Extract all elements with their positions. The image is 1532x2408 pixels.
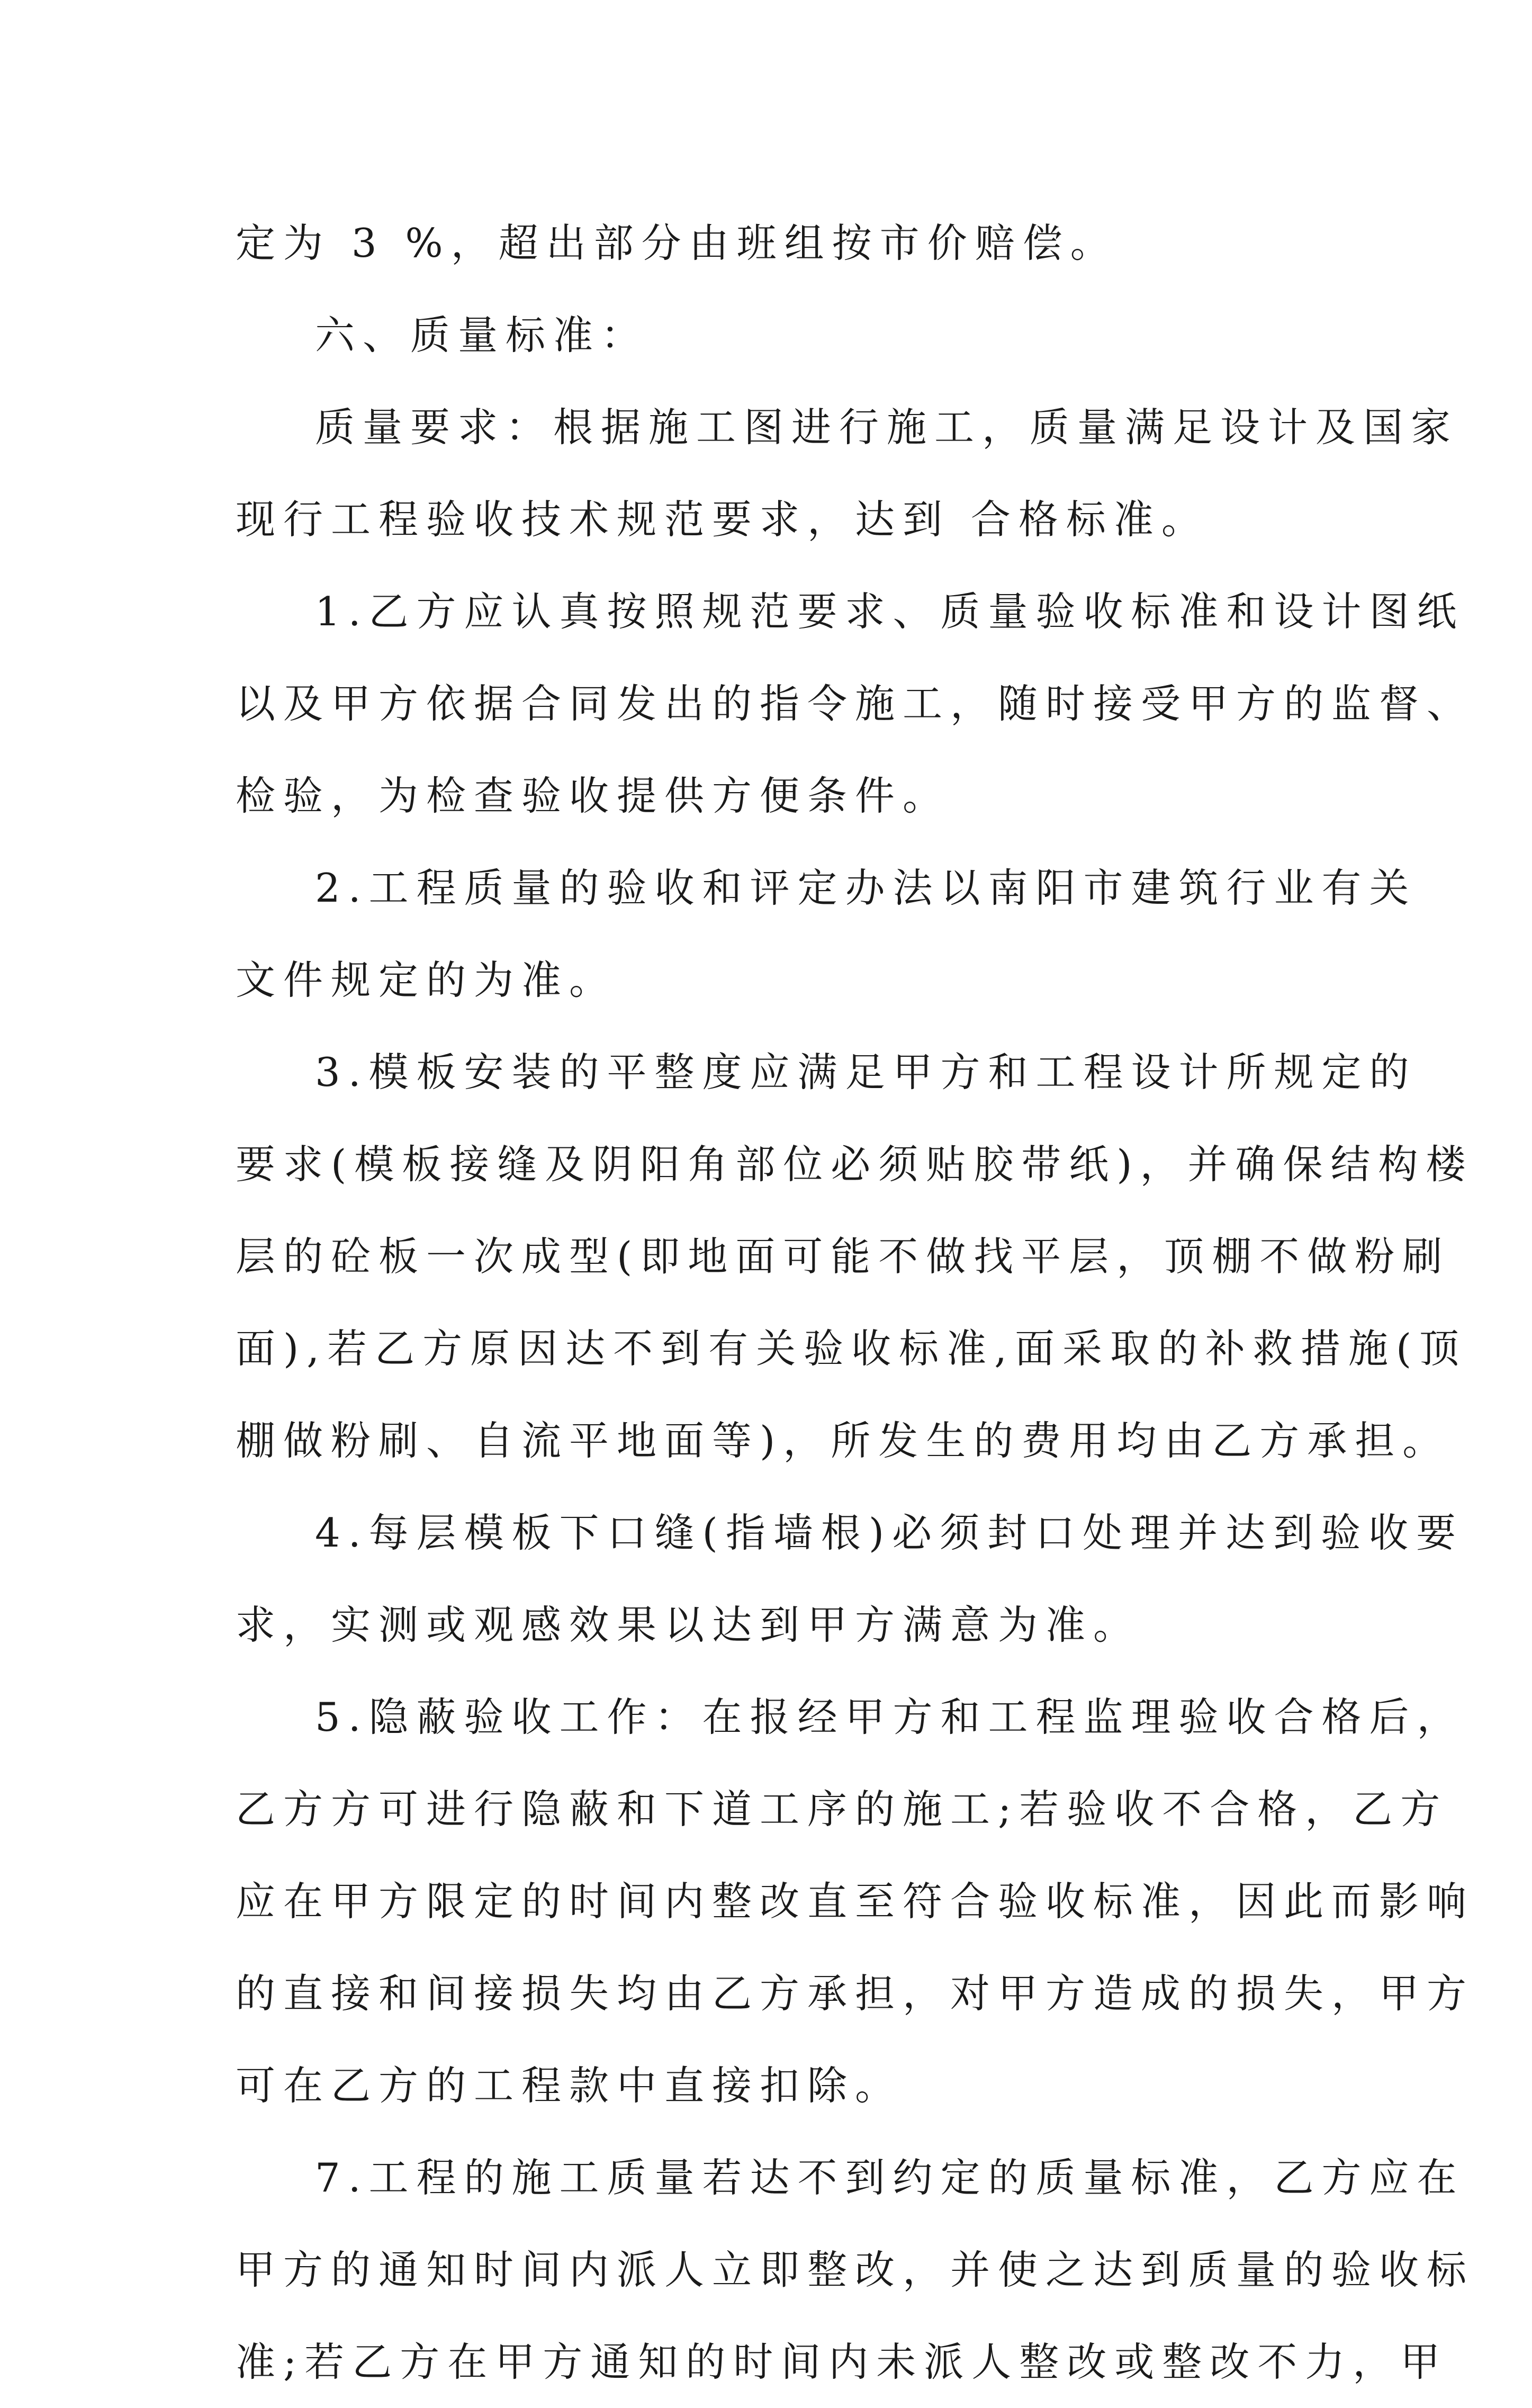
text-line: 乙方方可进行隐蔽和下道工序的施工;若验收不合格，乙方 (236, 1786, 1448, 1832)
section-heading: 六、质量标准： (315, 312, 649, 358)
text-line: 现行工程验收技术规范要求，达到 合格标准。 (236, 496, 1209, 543)
text-line: 2.工程质量的验收和评定办法以南阳市建筑行业有关 (315, 865, 1417, 911)
text-line: 的直接和间接损失均由乙方承担，对甲方造成的损失，甲方 (236, 1970, 1475, 2017)
text-line: 5.隐蔽验收工作：在报经甲方和工程监理验收合格后， (315, 1694, 1465, 1740)
text-line: 准;若乙方在甲方通知的时间内未派人整改或整改不力，甲 (236, 2339, 1448, 2385)
text-line: 文件规定的为准。 (236, 957, 617, 1003)
text-line: 应在甲方限定的时间内整改直至符合验收标准，因此而影响 (236, 1878, 1475, 1925)
text-line: 3.模板安装的平整度应满足甲方和工程设计所规定的 (315, 1049, 1417, 1095)
text-line: 要求(模板接缝及阴阳角部位必须贴胶带纸)，并确保结构楼 (236, 1141, 1474, 1188)
text-line: 7.工程的施工质量若达不到约定的质量标准，乙方应在 (315, 2154, 1465, 2201)
text-line: 以及甲方依据合同发出的指令施工，随时接受甲方的监督、 (236, 680, 1475, 727)
text-line: 求，实测或观感效果以达到甲方满意为准。 (236, 1602, 1141, 1648)
text-line: 棚做粉刷、自流平地面等)，所发生的费用均由乙方承担。 (236, 1417, 1450, 1464)
text-line: 甲方的通知时间内派人立即整改，并使之达到质量的验收标 (236, 2247, 1475, 2293)
document-body (236, 197, 1475, 2408)
text-line: 可在乙方的工程款中直接扣除。 (236, 2062, 903, 2109)
text-line: 检验，为检查验收提供方便条件。 (236, 772, 951, 819)
text-line: 4.每层模板下口缝(指墙根)必须封口处理并达到验收要 (315, 1510, 1464, 1556)
text-line: 定为 3 %，超出部分由班组按市价赔偿。 (236, 220, 1118, 266)
text-line: 面),若乙方原因达不到有关验收标准,面采取的补救措施(顶 (236, 1325, 1467, 1372)
text-line: 1.乙方应认真按照规范要求、质量验收标准和设计图纸 (315, 588, 1465, 635)
text-line: 质量要求：根据施工图进行施工，质量满足设计及国家 (315, 404, 1459, 451)
text-line: 层的砼板一次成型(即地面可能不做找平层，顶棚不做粉刷 (236, 1233, 1450, 1280)
